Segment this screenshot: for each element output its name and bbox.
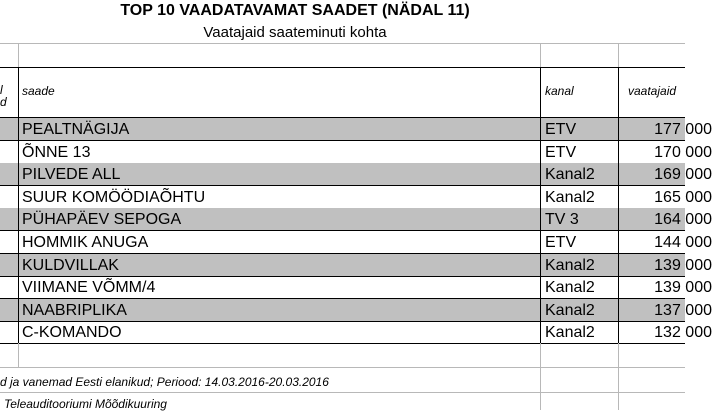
- column-header-rank: [0, 84, 7, 108]
- grid-line: [540, 343, 541, 410]
- viewers-cell: 144 000: [654, 234, 712, 251]
- show-cell: C-KOMANDO: [22, 324, 122, 341]
- grid-line: [18, 343, 19, 367]
- channel-cell: Kanal2: [545, 189, 595, 206]
- table-row: [0, 254, 712, 276]
- viewers-cell: 165 000: [654, 189, 712, 206]
- channel-cell: Kanal2: [545, 302, 595, 319]
- table-row: [0, 163, 712, 185]
- grid-line: [18, 67, 19, 343]
- grid-line: [18, 43, 19, 67]
- grid-line: [540, 67, 541, 343]
- viewers-cell: 169 000: [654, 166, 712, 183]
- viewers-cell: 177 000: [654, 121, 712, 138]
- grid-line: [540, 43, 541, 67]
- column-header-channel: kanal: [545, 84, 574, 98]
- table-header: [0, 67, 685, 117]
- channel-cell: ETV: [545, 144, 577, 161]
- show-cell: SUUR KOMÖÖDIAÕHTU: [22, 189, 206, 206]
- show-cell: KULDVILLAK: [22, 257, 119, 274]
- page-subtitle: Vaatajaid saateminuti kohta: [203, 24, 387, 41]
- grid-line: [0, 392, 685, 393]
- channel-cell: Kanal2: [545, 257, 595, 274]
- table-row: [0, 141, 712, 163]
- table-row: [0, 276, 712, 298]
- page-title: TOP 10 VAADATAVAMAT SAADET (NÄDAL 11): [120, 2, 470, 19]
- viewers-cell: 137 000: [654, 302, 712, 319]
- viewers-cell: 132 000: [654, 324, 712, 341]
- show-cell: PEALTNÄGIJA: [22, 121, 130, 138]
- viewers-cell: 139 000: [654, 257, 712, 274]
- column-header-viewers: vaatajaid: [628, 84, 677, 98]
- grid-line: [618, 67, 619, 343]
- viewers-cell: 164 000: [654, 211, 712, 228]
- channel-cell: ETV: [545, 234, 577, 251]
- show-cell: NAABRIPLIKA: [22, 302, 127, 319]
- show-cell: VIIMANE VÕMM/4: [22, 279, 156, 296]
- viewers-cell: 170 000: [654, 144, 712, 161]
- grid-line: [0, 43, 685, 44]
- rank-header-line1: l: [0, 83, 3, 97]
- row-divider: [0, 343, 685, 344]
- rank-header-line2: d: [0, 95, 7, 109]
- viewers-cell: 139 000: [654, 279, 712, 296]
- column-header-show: saade: [22, 84, 55, 98]
- grid-line: [618, 43, 619, 67]
- channel-cell: Kanal2: [545, 166, 595, 183]
- show-cell: ÕNNE 13: [22, 144, 91, 161]
- table-row: [0, 299, 712, 321]
- channel-cell: Kanal2: [545, 324, 595, 341]
- table-row: [0, 321, 712, 343]
- table-row: [0, 208, 712, 230]
- table-row: [0, 118, 712, 140]
- grid-line: [618, 343, 619, 410]
- show-cell: PILVEDE ALL: [22, 166, 121, 183]
- channel-cell: Kanal2: [545, 279, 595, 296]
- table-row: [0, 231, 712, 253]
- show-cell: PÜHAPÄEV SEPOGA: [22, 211, 182, 228]
- table-row: [0, 186, 712, 208]
- grid-line: [0, 367, 685, 368]
- footnote-source: Teleauditooriumi Mõõdikuuring: [4, 397, 167, 411]
- show-cell: HOMMIK ANUGA: [22, 234, 149, 251]
- footnote-population: d ja vanemad Eesti elanikud; Periood: 14.03.2016-20.03.2016: [0, 375, 329, 389]
- channel-cell: TV 3: [545, 211, 579, 228]
- channel-cell: ETV: [545, 121, 577, 138]
